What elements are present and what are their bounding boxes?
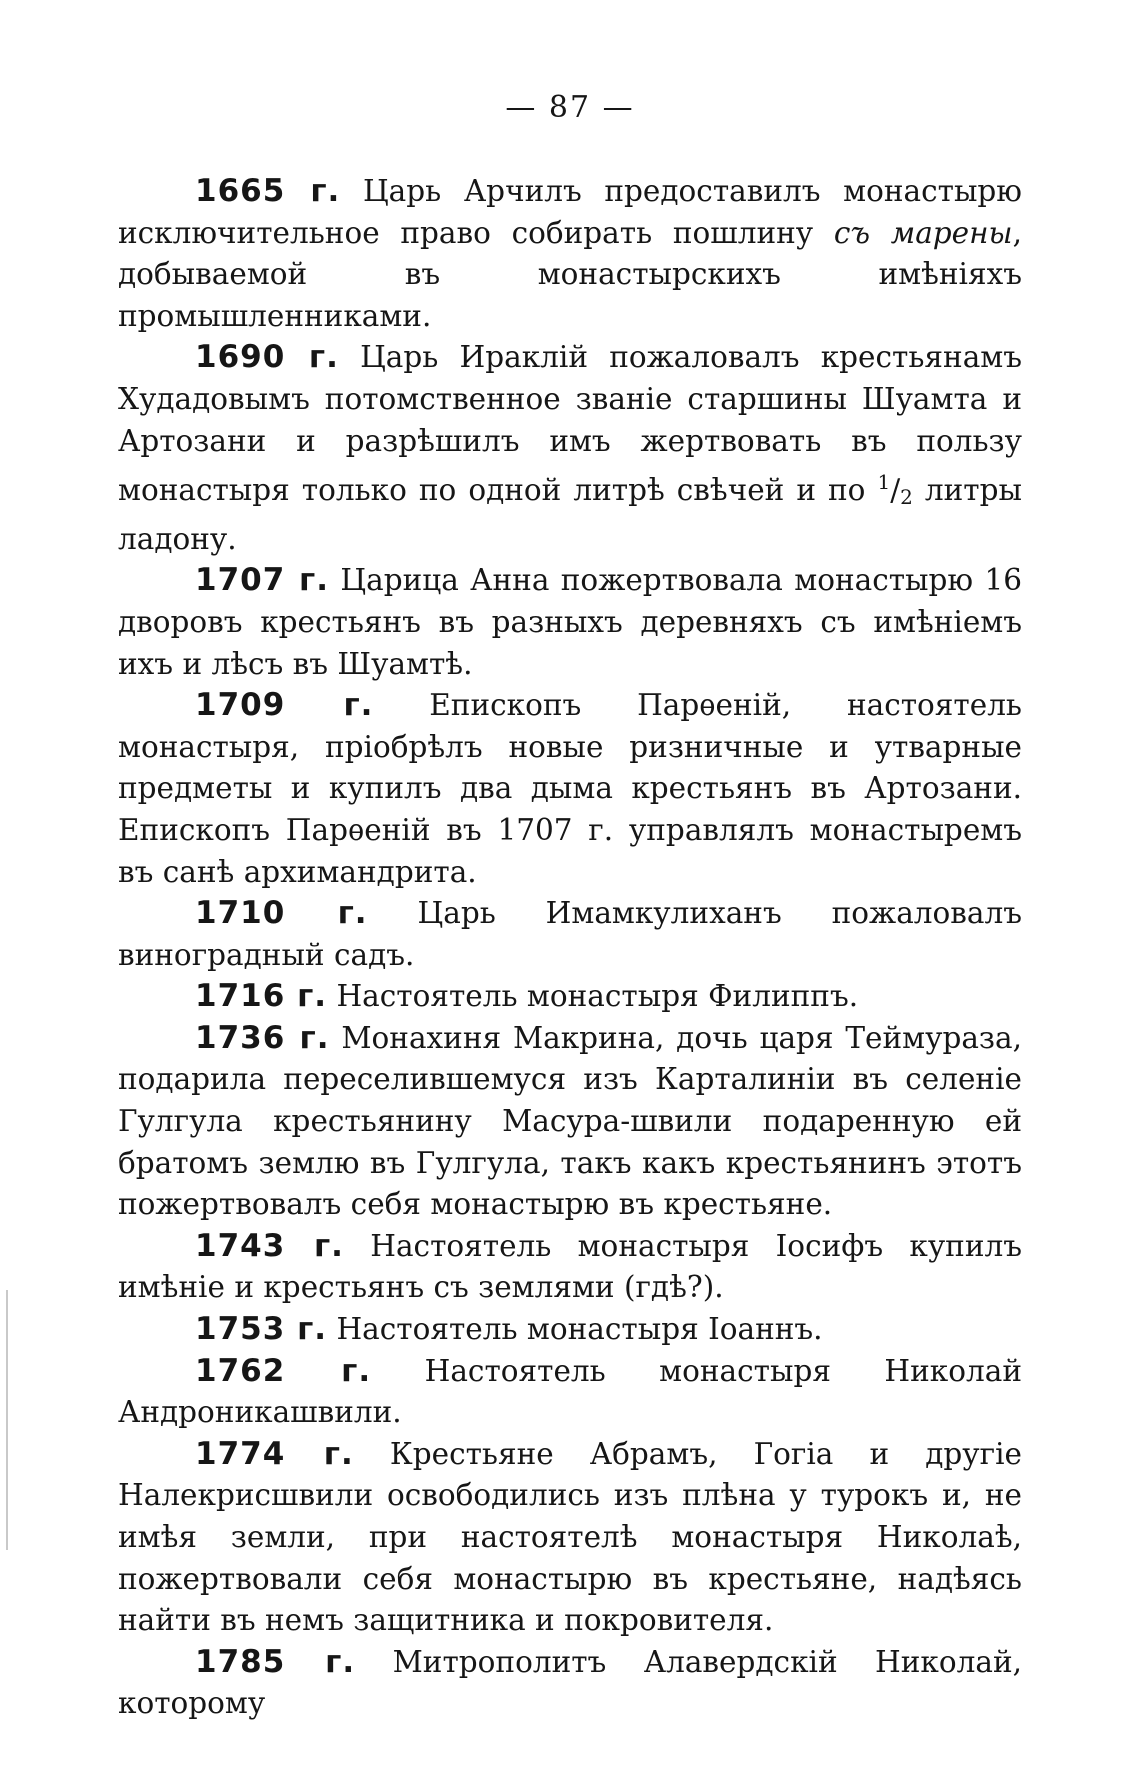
entry-1690 bbox=[118, 337, 1022, 560]
entry-text: Настоятель монастыря Іоаннъ. bbox=[336, 1312, 823, 1347]
fraction-numerator: 1 bbox=[877, 470, 891, 495]
entry-year: 1762 г. bbox=[195, 1352, 372, 1389]
entry-text: Царь Имамкулиханъ пожаловалъ виноградный садъ. bbox=[118, 896, 1022, 972]
entry-1762 bbox=[118, 1351, 1022, 1434]
entry-text: Настоятель монастыря Николай Андроникашвили. bbox=[118, 1353, 1022, 1430]
entry-text: Монахиня Макрина, дочь царя Теймураза, подарила переселившемуся изъ Карталиніи въ селеніе Гулгула крестьянину Масура-швили подаренную ей братомъ землю въ Гулгула, такъ какъ крестьянинъ этотъ пожертвовалъ себя монастырю въ крестьяне. bbox=[118, 1020, 1022, 1222]
fraction-slash: / bbox=[890, 473, 901, 508]
entry-1710 bbox=[118, 893, 1022, 976]
entry-text: Крестьяне Абрамъ, Гогіа и другіе Налекрисшвили освободились изъ плѣна у турокъ и, не имѣя земли, при настоятелѣ монастыря Николаѣ, пожертвовали себя монастырю въ крестьяне, надѣясь найти въ немъ защитника и покровителя. bbox=[118, 1436, 1022, 1638]
entry-1665 bbox=[118, 171, 1022, 337]
entry-year: 1710 г. bbox=[195, 895, 368, 932]
entry-text: Настоятель монастыря Филиппъ. bbox=[336, 979, 859, 1014]
entry-text: Царь Ираклій пожаловалъ крестьянамъ Худадовымъ потомственное званіе старшины Шуамта и Артозани и разрѣшилъ имъ жертвовать въ пользу монастыря только по одной литрѣ свѣчей и по bbox=[118, 340, 1022, 508]
entry-1736 bbox=[118, 1018, 1022, 1226]
entry-year: 1774 г. bbox=[195, 1435, 354, 1472]
entry-year: 1736 г. bbox=[195, 1019, 330, 1056]
scan-margin-mark bbox=[6, 1290, 8, 1550]
entry-1707 bbox=[118, 560, 1022, 685]
entry-1743 bbox=[118, 1226, 1022, 1309]
entry-text: Настоятель монастыря Іосифъ купилъ имѣніе и крестьянъ съ землями (гдѣ?). bbox=[118, 1228, 1023, 1305]
entry-year: 1690 г. bbox=[195, 339, 339, 376]
entry-year: 1785 г. bbox=[195, 1643, 356, 1680]
entry-year: 1743 г. bbox=[195, 1227, 344, 1264]
entry-1753 bbox=[118, 1309, 1022, 1351]
fraction-denominator: 2 bbox=[900, 485, 913, 510]
entry-1709 bbox=[118, 685, 1022, 893]
entry-1716 bbox=[118, 976, 1022, 1018]
entry-year: 1753 г. bbox=[195, 1311, 328, 1348]
entry-text: Епископъ Парѳеній, настоятель монастыря, пріобрѣлъ новые ризничные и утварные предметы и купилъ два дыма крестьянъ въ Артозани. Епископъ Парѳеній въ 1707 г. управлялъ монастыремъ въ санѣ архимандрита. bbox=[118, 688, 1022, 889]
chronicle-entries bbox=[118, 171, 1022, 1725]
page-number: — 87 — bbox=[505, 90, 635, 125]
entry-italic-text: съ марены bbox=[833, 215, 1013, 250]
entry-text: , добываемой въ монастырскихъ имѣніяхъ промышленниками. bbox=[118, 215, 1022, 333]
entry-year: 1665 г. bbox=[195, 173, 341, 209]
entry-1774 bbox=[118, 1434, 1022, 1642]
entry-text: Царь Арчилъ предоставилъ монастырю исключительное право собирать пошлину bbox=[118, 174, 1022, 250]
entry-year: 1707 г. bbox=[195, 562, 330, 599]
entry-text: Митрополитъ Алавердскій Николай, которому bbox=[118, 1644, 1023, 1721]
entry-year: 1709 г. bbox=[195, 687, 374, 724]
entry-1785 bbox=[118, 1642, 1022, 1725]
entry-year: 1716 г. bbox=[195, 978, 328, 1015]
entry-text: литры ладону. bbox=[118, 473, 1022, 556]
entry-text: Царица Анна пожертвовала монастырю 16 дворовъ крестьянъ въ разныхъ деревняхъ съ имѣніемъ ихъ и лѣсъ въ Шуамтѣ. bbox=[118, 563, 1022, 681]
